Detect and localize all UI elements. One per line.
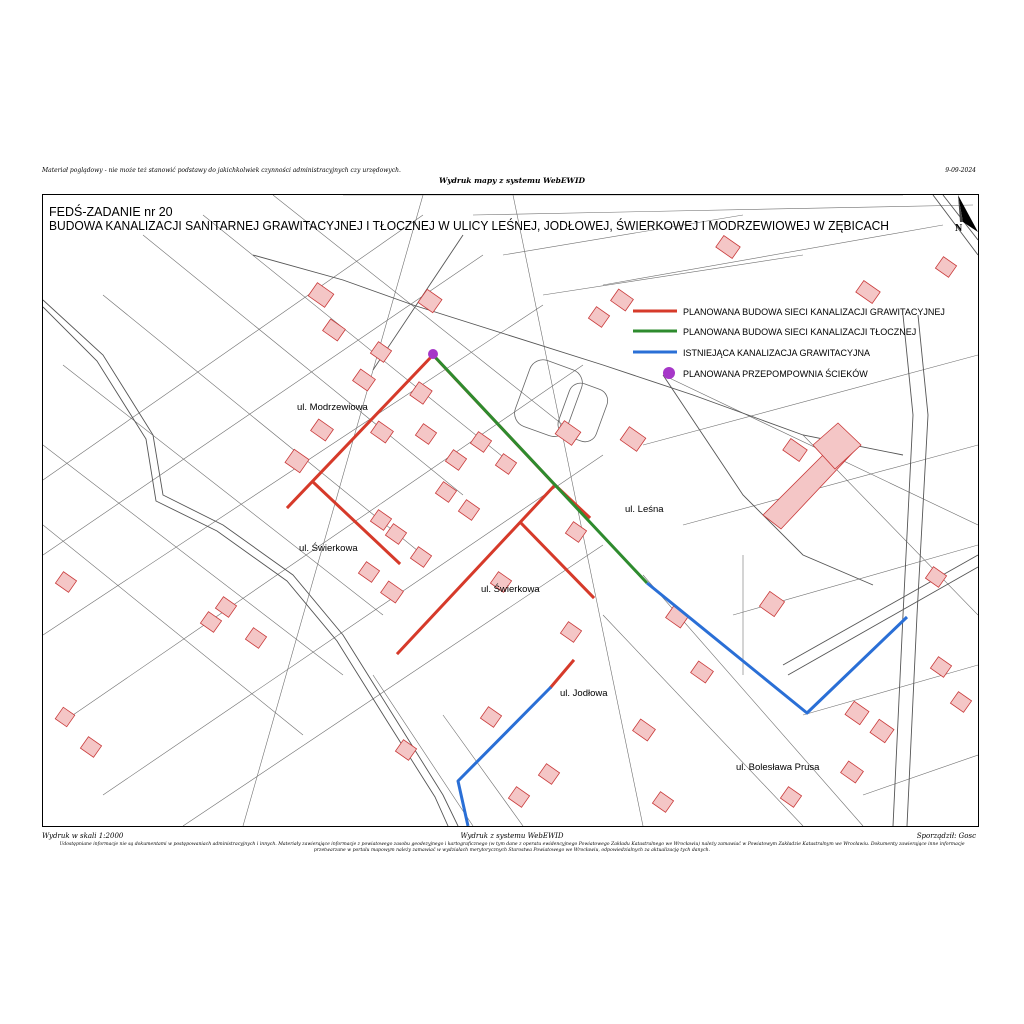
pumping-station-marker[interactable]: [428, 349, 438, 359]
map-legend: [633, 307, 945, 379]
planned-pressure-sewer: [435, 357, 647, 583]
street-label-lesna: ul. Leśna: [625, 504, 664, 515]
print-title: Wydruk mapy z systemu WebEWID: [439, 176, 585, 185]
legend-label-existing: ISTNIEJĄCA KANALIZACJA GRAWITACYJNA: [683, 348, 871, 358]
footer-note-line1: Udostępniane informacje nie są dokumentami w postępowaniach administracyjnych i innych. Materiały zawierające informacje z powiatowego zasobu geodezyjnego i kartograficznego (w tym dane z operatu ewidencyjnego Powiatowego Zakładu Katastralnego we Wrocławiu) należy zamawiać w Powiatowym Zakładzie Katastralnym we Wrocławiu. Dokumenty zawierające inne informacje: [59, 842, 965, 847]
legend-label-gravity: PLANOWANA BUDOWA SIECI KANALIZACJI GRAWITACYJNEJ: [683, 307, 945, 317]
north-label: N: [955, 223, 963, 234]
print-author: Sporządził: Gosc: [916, 832, 976, 840]
print-source: Wydruk z systemu WebEWID: [460, 832, 564, 840]
disclaimer-text: Materiał poglądowy - nie może też stanowić podstawy do jakichkolwiek czynności administracyjnych czy urzędowych.: [42, 167, 401, 174]
map-title-line1: FEDŚ-ZADANIE nr 20: [49, 205, 173, 219]
map-title-line2: BUDOWA KANALIZACJI SANITARNEJ GRAWITACYJNEJ I TŁOCZNEJ W ULICY LEŚNEJ, JODŁOWEJ, ŚWIERKOWEJ I MODRZEWIOWEJ W ZĘBICACH: [49, 219, 921, 233]
map-canvas[interactable]: [43, 195, 978, 826]
parcel-lines: [43, 195, 978, 826]
street-label-swierkowa-east: ul. Świerkowa: [481, 584, 540, 595]
road-outlines: [43, 195, 978, 826]
street-label-jodlowa: ul. Jodłowa: [560, 688, 608, 699]
street-label-swierkowa-west: ul. Świerkowa: [299, 543, 358, 554]
map-frame[interactable]: [42, 194, 979, 827]
legend-label-pressure: PLANOWANA BUDOWA SIECI KANALIZACJI TŁOCZNEJ: [683, 327, 917, 337]
street-label-modrzewiowa: ul. Modrzewiowa: [297, 402, 368, 413]
footer-note: [52, 842, 972, 854]
legend-label-pumping: PLANOWANA PRZEPOMPOWNIA ŚCIEKÓW: [683, 369, 868, 379]
street-label-prusa: ul. Bolesława Prusa: [736, 762, 820, 773]
footer-note-line2: przetwarzane w portalu mapowym należy zamawiać w wydziałach merytorycznych Starostwa Powiatowego we Wrocławiu, odpowiedzialnych za aktualizację tych danych.: [313, 848, 711, 854]
print-scale: Wydruk w skali 1:2000: [42, 832, 124, 840]
print-date: 9-09-2024: [945, 167, 976, 174]
legend-swatch-pumping: [663, 367, 675, 379]
